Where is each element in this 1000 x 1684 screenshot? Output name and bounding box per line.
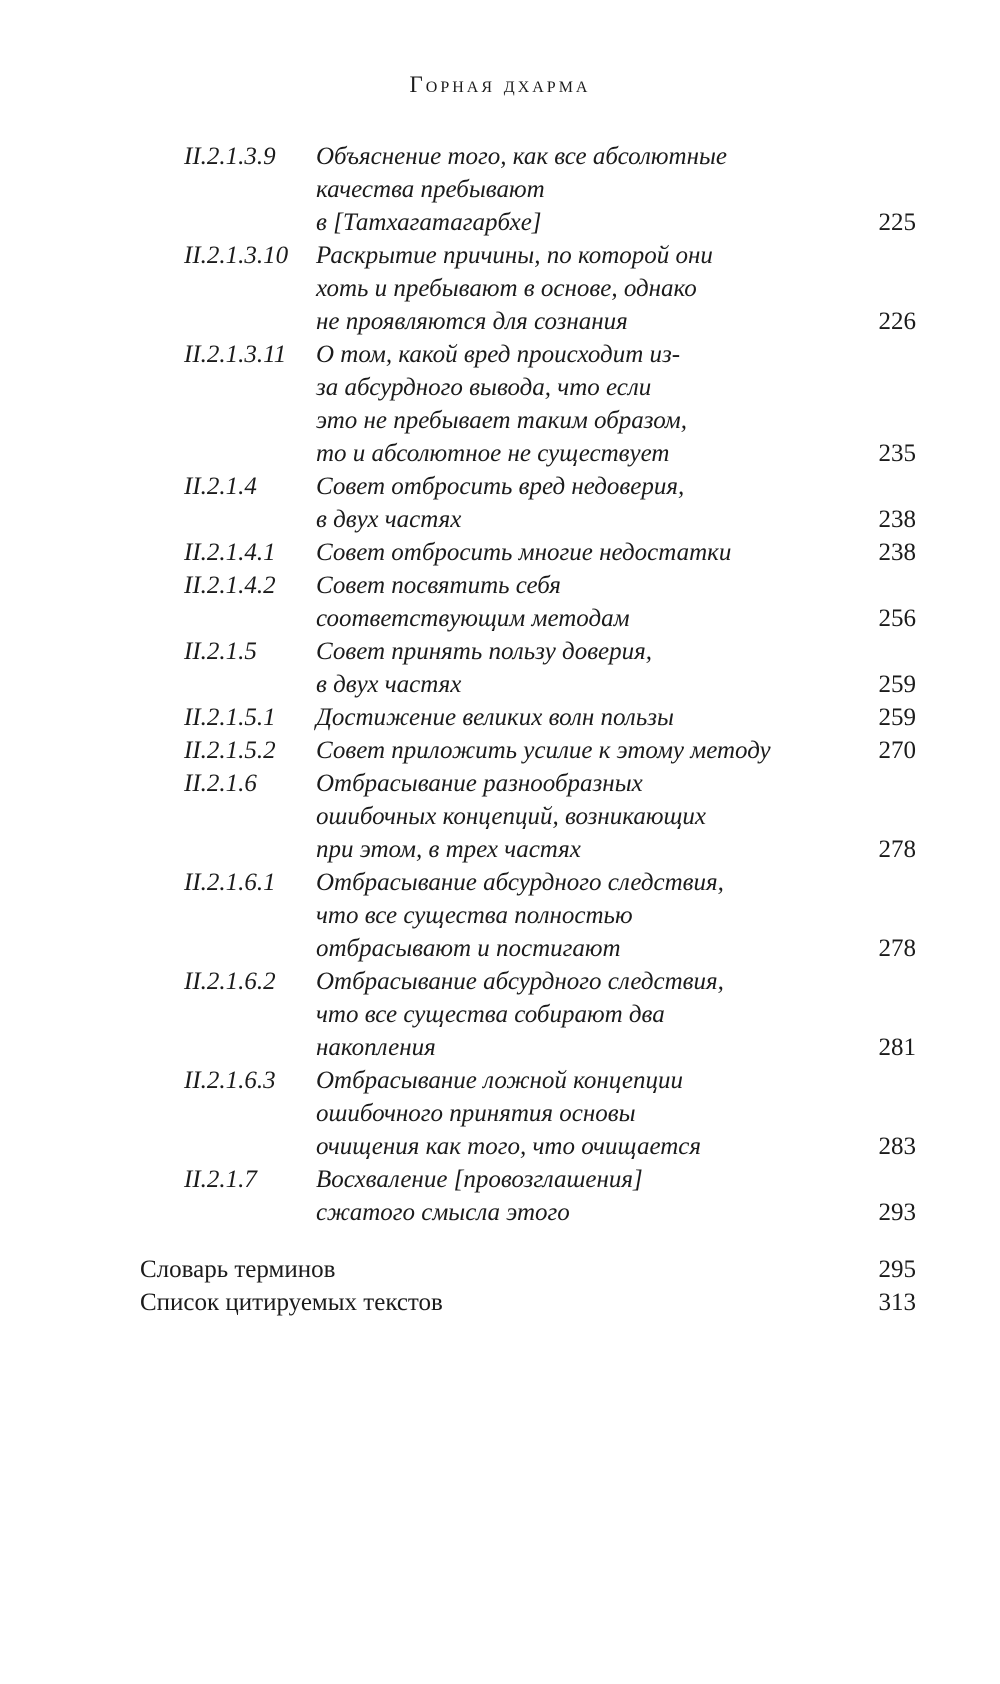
toc-entry-page-number: 259 (878, 671, 916, 698)
toc-entry-number: II.2.1.4 (184, 473, 257, 500)
appendix-item-glossary[interactable] (140, 1253, 916, 1286)
toc-entry-title-line: хоть и пребывают в основе, однако (316, 275, 697, 302)
toc-entry-number: II.2.1.3.11 (184, 341, 287, 368)
toc-entry-title (316, 239, 876, 338)
toc-entry-title-line: соответствующим методам (316, 605, 630, 632)
toc-entry[interactable] (184, 569, 916, 635)
toc-entry-number: II.2.1.5.1 (184, 704, 276, 731)
toc-entry-number: II.2.1.6.1 (184, 869, 276, 896)
toc-entry[interactable] (184, 1163, 916, 1229)
toc-entry-title-line: Отбрасывание абсурдного следствия, (316, 968, 724, 995)
toc-entry-title-line: что все существа собирают два (316, 1001, 665, 1028)
toc-entry-title-line: в двух частях (316, 671, 462, 698)
toc-entry[interactable] (184, 338, 916, 470)
toc-entry-title-line: Совет посвятить себя (316, 572, 561, 599)
appendix-title: Список цитируемых текстов (140, 1289, 443, 1316)
toc-entry-number: II.2.1.4.1 (184, 539, 276, 566)
toc-entry-page-number: 256 (878, 605, 916, 632)
toc-entry[interactable] (184, 734, 916, 767)
toc-entry-title (316, 536, 876, 569)
toc-entry-title-line: в [Татхагатагарбхе] (316, 209, 542, 236)
toc-entry-page-number: 283 (878, 1133, 916, 1160)
toc-entry-title (316, 701, 876, 734)
toc-entry-page-number: 278 (878, 935, 916, 962)
toc-entry-title-line: Совет принять пользу доверия, (316, 638, 653, 665)
toc-entry-title-line: сжатого смысла этого (316, 1199, 570, 1226)
toc-entry-title (316, 140, 876, 239)
table-of-contents (0, 140, 1000, 1229)
toc-entry-title-line: Отбрасывание ложной концепции (316, 1067, 683, 1094)
toc-entry-title-line: за абсурдного вывода, что если (316, 374, 652, 401)
toc-entry-title (316, 965, 876, 1064)
toc-entry-title-line: Совет отбросить вред недоверия, (316, 473, 685, 500)
appendix-item-cited-texts[interactable] (140, 1286, 916, 1319)
toc-entry-title-line: это не пребывает таким образом, (316, 407, 687, 434)
toc-entry[interactable] (184, 140, 916, 239)
toc-entry-title (316, 767, 876, 866)
toc-entry-title-line: Достижение великих волн пользы (316, 704, 674, 731)
toc-entry-title (316, 866, 876, 965)
toc-entry-number: II.2.1.5 (184, 638, 257, 665)
toc-entry-title-line: О том, какой вред происходит из- (316, 341, 681, 368)
toc-entry-title-line: Совет отбросить многие недостатки (316, 539, 732, 566)
toc-entry-title-line: Восхваление [провозглашения] (316, 1166, 643, 1193)
running-head: Горная дхарма (409, 72, 591, 97)
toc-entry-number: II.2.1.5.2 (184, 737, 276, 764)
toc-entry-page-number: 225 (878, 209, 916, 236)
toc-entry-page-number: 238 (878, 506, 916, 533)
toc-entry-page-number: 238 (878, 539, 916, 566)
toc-entry[interactable] (184, 239, 916, 338)
toc-entry-number: II.2.1.6.2 (184, 968, 276, 995)
toc-entry-number: II.2.1.6.3 (184, 1067, 276, 1094)
toc-entry-number: II.2.1.4.2 (184, 572, 276, 599)
toc-entry-title-line: Отбрасывание разнообразных (316, 770, 643, 797)
toc-entry-title-line: накопления (316, 1034, 436, 1061)
toc-entry-title (316, 1163, 876, 1229)
appendix-title: Словарь терминов (140, 1256, 336, 1283)
toc-entry[interactable] (184, 536, 916, 569)
toc-entry-title-line: не проявляются для сознания (316, 308, 628, 335)
toc-entry-title (316, 569, 876, 635)
toc-entry[interactable] (184, 1064, 916, 1163)
toc-entry-title-line: очищения как того, что очищается (316, 1133, 702, 1160)
toc-entry-title (316, 470, 876, 536)
appendix-list (140, 1253, 916, 1319)
toc-entry-title-line: то и абсолютное не существует (316, 440, 670, 467)
toc-entry[interactable] (184, 635, 916, 701)
toc-entry-number: II.2.1.7 (184, 1166, 257, 1193)
toc-entry-title-line: ошибочного принятия основы (316, 1100, 636, 1127)
toc-entry-number: II.2.1.3.10 (184, 242, 289, 269)
toc-entry[interactable] (184, 470, 916, 536)
toc-entry-title-line: Объяснение того, как все абсолютные (316, 143, 728, 170)
toc-entry-title-line: Отбрасывание абсурдного следствия, (316, 869, 724, 896)
toc-entry-title-line: при этом, в трех частях (316, 836, 581, 863)
toc-entry-number: II.2.1.3.9 (184, 143, 276, 170)
toc-entry-title (316, 338, 876, 470)
toc-entry-page-number: 226 (878, 308, 916, 335)
toc-entry-title-line: ошибочных концепций, возникающих (316, 803, 706, 830)
toc-entry-page-number: 270 (878, 737, 916, 764)
toc-entry-page-number: 278 (878, 836, 916, 863)
toc-entry-title (316, 635, 876, 701)
toc-entry-title (316, 1064, 876, 1163)
toc-entry[interactable] (184, 767, 916, 866)
toc-entry-title-line: что все существа полностью (316, 902, 633, 929)
toc-entry-title-line: качества пребывают (316, 176, 545, 203)
toc-entry-title-line: Раскрытие причины, по которой они (316, 242, 713, 269)
toc-entry-number: II.2.1.6 (184, 770, 257, 797)
toc-entry[interactable] (184, 965, 916, 1064)
appendix-page-number: 313 (878, 1289, 916, 1316)
toc-entry-title-line: Совет приложить усилие к этому методу (316, 737, 771, 764)
toc-entry-page-number: 259 (878, 704, 916, 731)
toc-entry-page-number: 281 (878, 1034, 916, 1061)
toc-entry-page-number: 293 (878, 1199, 916, 1226)
toc-entry-title (316, 734, 876, 767)
appendix-page-number: 295 (878, 1256, 916, 1283)
toc-entry[interactable] (184, 701, 916, 734)
toc-entry-title-line: отбрасывают и постигают (316, 935, 621, 962)
toc-entry-page-number: 235 (878, 440, 916, 467)
toc-entry-title-line: в двух частях (316, 506, 462, 533)
toc-entry[interactable] (184, 866, 916, 965)
